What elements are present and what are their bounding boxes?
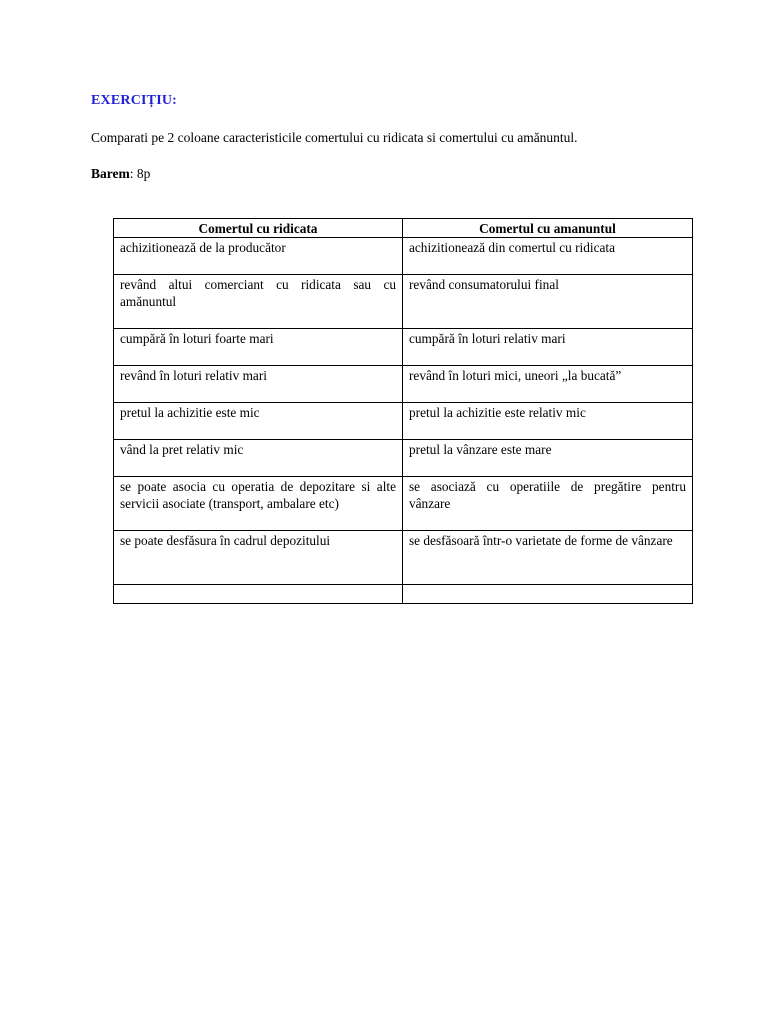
table-cell: revând în loturi relativ mari [114, 366, 403, 403]
table-row [114, 238, 693, 275]
table-row [114, 275, 693, 329]
table-cell: achizitionează de la producător [114, 238, 403, 275]
table-cell: pretul la achizitie este mic [114, 403, 403, 440]
header-wholesale: Comertul cu ridicata [114, 219, 403, 238]
table-cell: revând altui comerciant cu ridicata sau cu amănuntul [114, 275, 403, 329]
table-cell: pretul la vânzare este mare [403, 440, 693, 477]
table-row [114, 531, 693, 585]
barem-value: : 8p [129, 166, 151, 181]
table-row [114, 329, 693, 366]
table-cell [114, 585, 403, 604]
table-cell: achizitionează din comertul cu ridicata [403, 238, 693, 275]
barem-line [91, 166, 150, 182]
table-cell: pretul la achizitie este relativ mic [403, 403, 693, 440]
exercise-heading: EXERCIȚIU: [91, 93, 178, 108]
barem-label: Barem [91, 166, 130, 181]
table-cell: se poate asocia cu operatia de depozitare si alte servicii asociate (transport, ambalare etc) [114, 477, 403, 531]
table-row [114, 477, 693, 531]
table-cell [403, 585, 693, 604]
exercise-instruction: Comparati pe 2 coloane caracteristicile comertului cu ridicata si comertului cu amănuntul. [91, 130, 578, 145]
header-retail: Comertul cu amanuntul [403, 219, 693, 238]
table-cell: vând la pret relativ mic [114, 440, 403, 477]
table-row [114, 366, 693, 403]
table-cell: se asociază cu operatiile de pregătire pentru vânzare [403, 477, 693, 531]
table-cell: revând în loturi mici, uneori „la bucată” [403, 366, 693, 403]
table-cell: se poate desfăsura în cadrul depozitului [114, 531, 403, 585]
table-row-empty [114, 585, 693, 604]
comparison-table [113, 218, 693, 604]
table-header-row [114, 219, 693, 238]
table-row [114, 403, 693, 440]
table-cell: revând consumatorului final [403, 275, 693, 329]
table-cell: cumpără în loturi relativ mari [403, 329, 693, 366]
table-row [114, 440, 693, 477]
table-cell: se desfăsoară într-o varietate de forme de vânzare [403, 531, 693, 585]
table-cell: cumpără în loturi foarte mari [114, 329, 403, 366]
